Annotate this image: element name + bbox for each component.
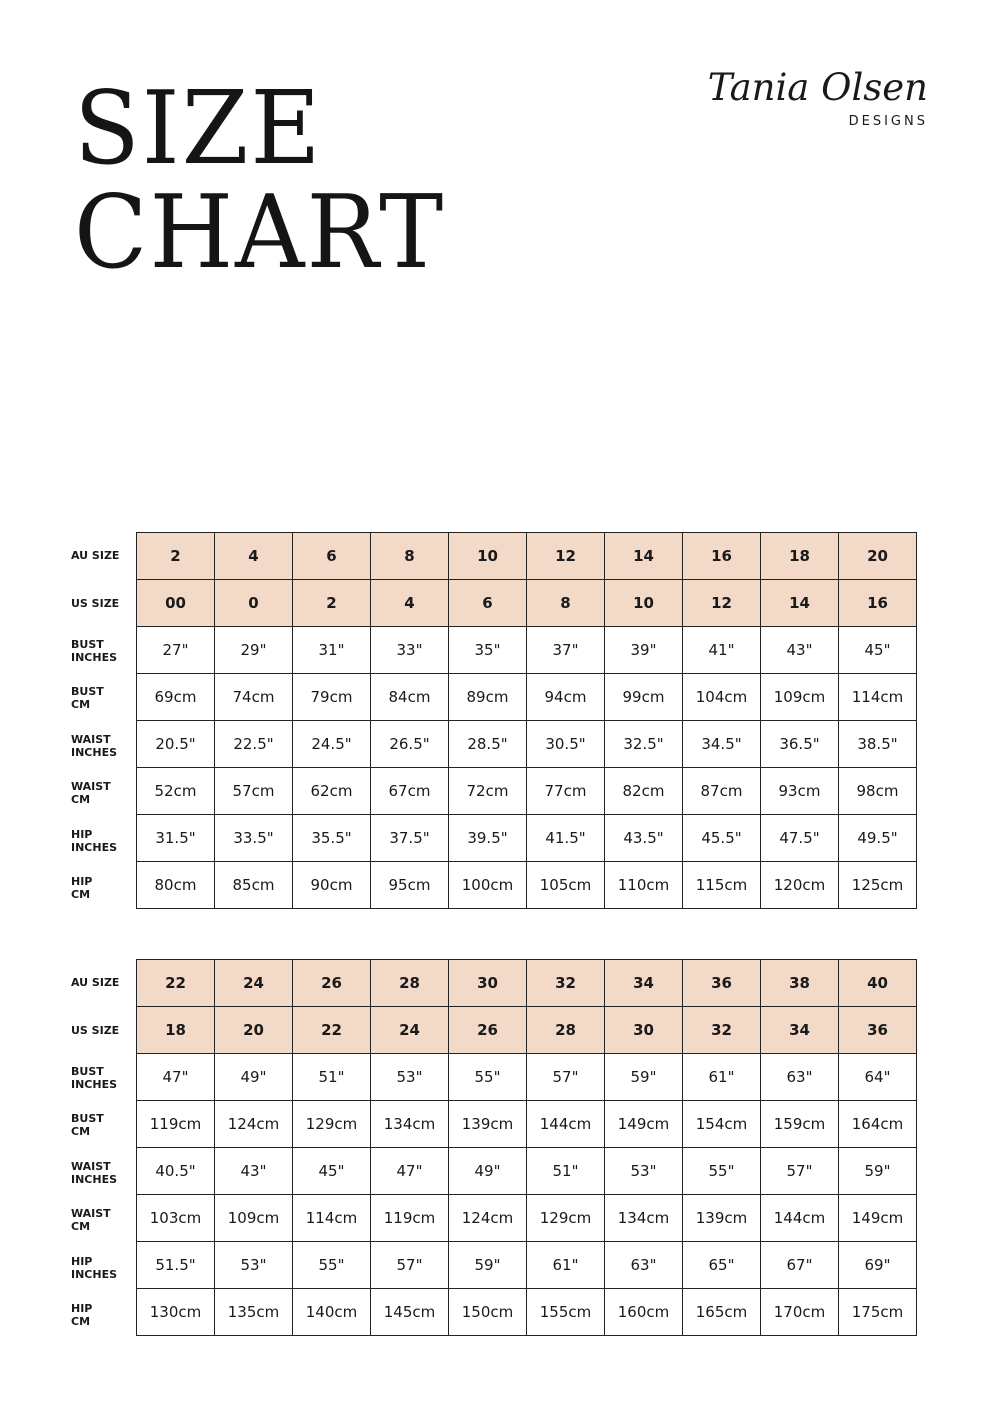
table-cell: 38 — [761, 960, 839, 1007]
table-cell: 72cm — [449, 768, 527, 815]
table-cell: 109cm — [215, 1195, 293, 1242]
table-cell: 22 — [293, 1007, 371, 1054]
row-label-bust-cm: BUST CM — [71, 1112, 104, 1139]
table-cell: 164cm — [839, 1101, 917, 1148]
table-cell: 149cm — [605, 1101, 683, 1148]
table-cell: 115cm — [683, 862, 761, 909]
table-cell: 20 — [215, 1007, 293, 1054]
table-cell: 12 — [527, 533, 605, 580]
row-label-waist-in: WAIST INCHES — [71, 1159, 118, 1186]
table-cell: 175cm — [839, 1289, 917, 1336]
table-cell: 35" — [449, 627, 527, 674]
table-cell: 6 — [449, 580, 527, 627]
table-cell: 28.5" — [449, 721, 527, 768]
table-cell: 51" — [293, 1054, 371, 1101]
table-cell: 119cm — [137, 1101, 215, 1148]
table-cell: 59" — [839, 1148, 917, 1195]
table-cell: 170cm — [761, 1289, 839, 1336]
table-cell: 82cm — [605, 768, 683, 815]
table-cell: 140cm — [293, 1289, 371, 1336]
table-cell: 57cm — [215, 768, 293, 815]
row-label-waist-in: WAIST INCHES — [71, 732, 118, 759]
table-cell: 36.5" — [761, 721, 839, 768]
table-cell: 20.5" — [137, 721, 215, 768]
table-cell: 104cm — [683, 674, 761, 721]
table-row — [137, 580, 917, 627]
size-grid — [136, 959, 917, 1336]
table-cell: 26 — [449, 1007, 527, 1054]
page-title — [74, 69, 446, 292]
table-cell: 53" — [215, 1242, 293, 1289]
row-label-waist-cm: WAIST CM — [71, 1207, 111, 1234]
table-cell: 41" — [683, 627, 761, 674]
table-cell: 57" — [527, 1054, 605, 1101]
table-cell: 36 — [839, 1007, 917, 1054]
table-cell: 124cm — [215, 1101, 293, 1148]
table-cell: 24 — [371, 1007, 449, 1054]
table-cell: 87cm — [683, 768, 761, 815]
table-cell: 38.5" — [839, 721, 917, 768]
table-cell: 134cm — [371, 1101, 449, 1148]
table-cell: 109cm — [761, 674, 839, 721]
table-row — [137, 674, 917, 721]
table-cell: 135cm — [215, 1289, 293, 1336]
table-cell: 31" — [293, 627, 371, 674]
table-cell: 80cm — [137, 862, 215, 909]
table-cell: 57" — [761, 1148, 839, 1195]
table-cell: 47" — [137, 1054, 215, 1101]
table-cell: 67" — [761, 1242, 839, 1289]
table-cell: 52cm — [137, 768, 215, 815]
table-cell: 64" — [839, 1054, 917, 1101]
table-cell: 159cm — [761, 1101, 839, 1148]
table-cell: 114cm — [293, 1195, 371, 1242]
page-title-line2: CHART — [74, 173, 446, 292]
table-cell: 24 — [215, 960, 293, 1007]
table-cell: 20 — [839, 533, 917, 580]
table-cell: 120cm — [761, 862, 839, 909]
table-cell: 30 — [449, 960, 527, 1007]
table-cell: 32 — [527, 960, 605, 1007]
table-cell: 59" — [449, 1242, 527, 1289]
table-cell: 31.5" — [137, 815, 215, 862]
table-cell: 4 — [215, 533, 293, 580]
table-cell: 139cm — [683, 1195, 761, 1242]
table-cell: 43" — [215, 1148, 293, 1195]
table-cell: 49" — [215, 1054, 293, 1101]
table-row — [137, 627, 917, 674]
table-row — [137, 960, 917, 1007]
table-cell: 99cm — [605, 674, 683, 721]
table-cell: 45" — [839, 627, 917, 674]
table-cell: 35.5" — [293, 815, 371, 862]
table-cell: 6 — [293, 533, 371, 580]
table-row — [137, 815, 917, 862]
table-cell: 22 — [137, 960, 215, 1007]
row-label-hip-in: HIP INCHES — [71, 1254, 118, 1281]
row-label-hip-cm: HIP CM — [71, 875, 93, 902]
table-cell: 124cm — [449, 1195, 527, 1242]
row-label-hip-cm: HIP CM — [71, 1302, 93, 1329]
table-cell: 43" — [761, 627, 839, 674]
table-cell: 134cm — [605, 1195, 683, 1242]
table-cell: 47" — [371, 1148, 449, 1195]
table-cell: 51.5" — [137, 1242, 215, 1289]
table-cell: 129cm — [293, 1101, 371, 1148]
table-cell: 93cm — [761, 768, 839, 815]
table-cell: 14 — [605, 533, 683, 580]
row-label-au: AU SIZE — [71, 549, 120, 563]
table-cell: 8 — [371, 533, 449, 580]
row-label-bust-cm: BUST CM — [71, 685, 104, 712]
table-cell: 45.5" — [683, 815, 761, 862]
table-cell: 129cm — [527, 1195, 605, 1242]
table-cell: 47.5" — [761, 815, 839, 862]
table-cell: 36 — [683, 960, 761, 1007]
table-cell: 34.5" — [683, 721, 761, 768]
table-cell: 28 — [371, 960, 449, 1007]
brand-name: Tania Olsen — [707, 66, 928, 109]
table-cell: 43.5" — [605, 815, 683, 862]
table-cell: 16 — [683, 533, 761, 580]
row-label-hip-in: HIP INCHES — [71, 827, 118, 854]
table-cell: 155cm — [527, 1289, 605, 1336]
table-cell: 144cm — [761, 1195, 839, 1242]
table-cell: 139cm — [449, 1101, 527, 1148]
table-row — [137, 1054, 917, 1101]
table-cell: 32.5" — [605, 721, 683, 768]
size-grid — [136, 532, 917, 909]
table-cell: 84cm — [371, 674, 449, 721]
table-cell: 45" — [293, 1148, 371, 1195]
table-cell: 18 — [137, 1007, 215, 1054]
table-cell: 26 — [293, 960, 371, 1007]
table-cell: 30 — [605, 1007, 683, 1054]
table-row — [137, 1007, 917, 1054]
table-row — [137, 1289, 917, 1336]
table-row — [137, 1195, 917, 1242]
table-row — [137, 1101, 917, 1148]
row-label-bust-in: BUST INCHES — [71, 1064, 118, 1091]
table-cell: 154cm — [683, 1101, 761, 1148]
table-cell: 119cm — [371, 1195, 449, 1242]
table-cell: 12 — [683, 580, 761, 627]
table-cell: 61" — [527, 1242, 605, 1289]
table-cell: 26.5" — [371, 721, 449, 768]
table-cell: 55" — [293, 1242, 371, 1289]
table-cell: 33" — [371, 627, 449, 674]
table-cell: 62cm — [293, 768, 371, 815]
table-cell: 90cm — [293, 862, 371, 909]
table-cell: 33.5" — [215, 815, 293, 862]
table-cell: 49" — [449, 1148, 527, 1195]
table-cell: 144cm — [527, 1101, 605, 1148]
table-cell: 40.5" — [137, 1148, 215, 1195]
table-cell: 2 — [293, 580, 371, 627]
brand-subtitle: DESIGNS — [848, 114, 928, 129]
table-cell: 105cm — [527, 862, 605, 909]
table-cell: 24.5" — [293, 721, 371, 768]
table-cell: 37.5" — [371, 815, 449, 862]
table-cell: 10 — [449, 533, 527, 580]
table-cell: 63" — [761, 1054, 839, 1101]
table-cell: 53" — [371, 1054, 449, 1101]
table-cell: 10 — [605, 580, 683, 627]
table-cell: 63" — [605, 1242, 683, 1289]
table-cell: 61" — [683, 1054, 761, 1101]
table-cell: 51" — [527, 1148, 605, 1195]
row-label-au: AU SIZE — [71, 976, 120, 990]
table-cell: 79cm — [293, 674, 371, 721]
table-cell: 39" — [605, 627, 683, 674]
table-cell: 14 — [761, 580, 839, 627]
table-cell: 00 — [137, 580, 215, 627]
table-cell: 29" — [215, 627, 293, 674]
table-cell: 28 — [527, 1007, 605, 1054]
table-cell: 114cm — [839, 674, 917, 721]
table-cell: 110cm — [605, 862, 683, 909]
table-cell: 95cm — [371, 862, 449, 909]
table-cell: 34 — [761, 1007, 839, 1054]
table-cell: 37" — [527, 627, 605, 674]
table-cell: 69" — [839, 1242, 917, 1289]
row-label-us: US SIZE — [71, 596, 120, 610]
table-cell: 57" — [371, 1242, 449, 1289]
table-cell: 30.5" — [527, 721, 605, 768]
table-cell: 4 — [371, 580, 449, 627]
table-cell: 67cm — [371, 768, 449, 815]
table-cell: 130cm — [137, 1289, 215, 1336]
row-label-us: US SIZE — [71, 1023, 120, 1037]
table-cell: 59" — [605, 1054, 683, 1101]
table-cell: 94cm — [527, 674, 605, 721]
table-cell: 40 — [839, 960, 917, 1007]
table-cell: 18 — [761, 533, 839, 580]
table-cell: 41.5" — [527, 815, 605, 862]
table-cell: 125cm — [839, 862, 917, 909]
table-cell: 55" — [449, 1054, 527, 1101]
table-cell: 160cm — [605, 1289, 683, 1336]
table-cell: 85cm — [215, 862, 293, 909]
row-label-waist-cm: WAIST CM — [71, 780, 111, 807]
table-row — [137, 1242, 917, 1289]
table-cell: 77cm — [527, 768, 605, 815]
table-cell: 16 — [839, 580, 917, 627]
row-label-bust-in: BUST INCHES — [71, 637, 118, 664]
page-title-line1: SIZE — [74, 69, 323, 188]
table-cell: 55" — [683, 1148, 761, 1195]
table-cell: 0 — [215, 580, 293, 627]
table-cell: 165cm — [683, 1289, 761, 1336]
table-row — [137, 533, 917, 580]
table-cell: 150cm — [449, 1289, 527, 1336]
brand-logo — [708, 66, 928, 129]
table-cell: 65" — [683, 1242, 761, 1289]
table-cell: 74cm — [215, 674, 293, 721]
table-cell: 32 — [683, 1007, 761, 1054]
table-cell: 89cm — [449, 674, 527, 721]
table-cell: 100cm — [449, 862, 527, 909]
table-row — [137, 1148, 917, 1195]
table-cell: 145cm — [371, 1289, 449, 1336]
table-row — [137, 768, 917, 815]
table-cell: 98cm — [839, 768, 917, 815]
table-cell: 8 — [527, 580, 605, 627]
table-cell: 2 — [137, 533, 215, 580]
table-row — [137, 721, 917, 768]
table-cell: 27" — [137, 627, 215, 674]
table-cell: 53" — [605, 1148, 683, 1195]
table-cell: 39.5" — [449, 815, 527, 862]
table-cell: 69cm — [137, 674, 215, 721]
table-cell: 22.5" — [215, 721, 293, 768]
table-cell: 49.5" — [839, 815, 917, 862]
table-row — [137, 862, 917, 909]
table-cell: 103cm — [137, 1195, 215, 1242]
table-cell: 34 — [605, 960, 683, 1007]
table-cell: 149cm — [839, 1195, 917, 1242]
